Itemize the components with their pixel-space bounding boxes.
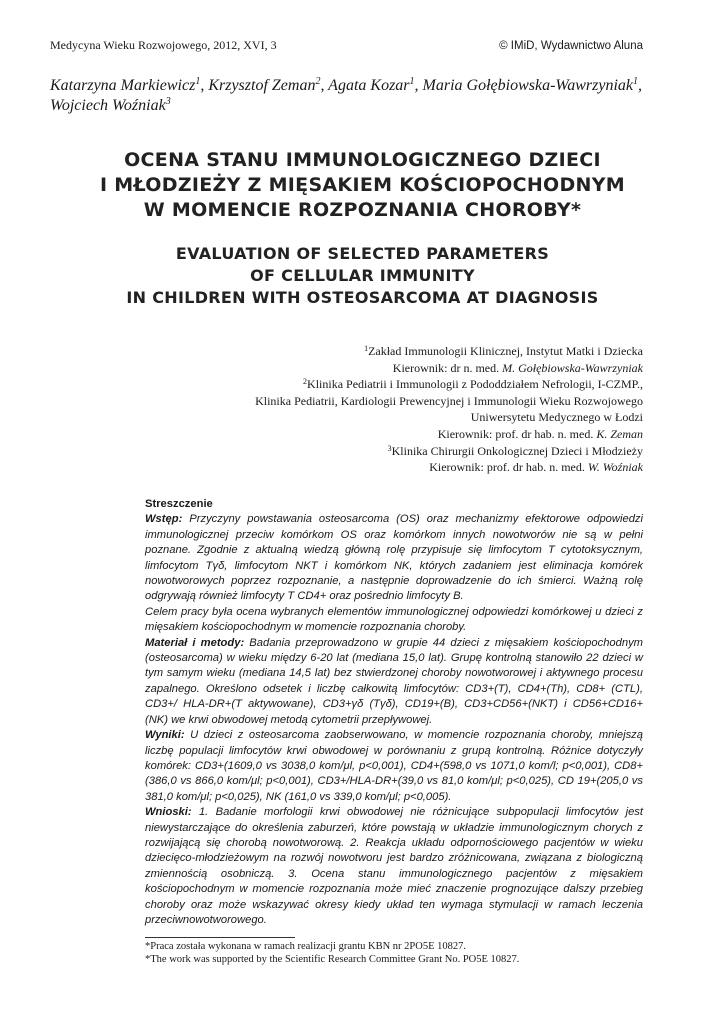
affiliation-1-head xyxy=(173,360,643,377)
author-separator: , xyxy=(320,77,329,94)
title-line: OF CELLULAR IMMUNITY xyxy=(250,266,475,285)
author-affiliation-mark: 2 xyxy=(315,76,321,87)
title-english xyxy=(40,243,685,309)
abstract xyxy=(145,497,643,928)
journal-citation: Medycyna Wieku Rozwojowego, 2012, XVI, 3 xyxy=(50,38,277,52)
affiliation-text: Klinika Chirurgii Onkologicznej Dzieci i Młodzieży xyxy=(391,443,643,458)
footnotes xyxy=(145,940,519,966)
footnote: *The work was supported by the Scientific Research Committee Grant No. PO5E 10827. xyxy=(145,954,520,965)
head-label: Kierownik: dr n. med. xyxy=(392,360,503,375)
author-separator: , xyxy=(200,77,209,94)
affiliation-text: Klinika Pediatrii i Immunologii z Pododdziałem Nefrologii, I-CZMP., xyxy=(307,377,643,392)
affiliation-text: Zakład Immunologii Klinicznej, Instytut Matki i Dziecka xyxy=(368,344,643,358)
author-affiliation-mark: 1 xyxy=(409,76,415,87)
running-header xyxy=(50,38,643,53)
footnote: *Praca została wykonana w ramach realizacji grantu KBN nr 2PO5E 10827. xyxy=(145,941,467,952)
abstract-conclusions xyxy=(145,805,643,928)
affiliation-mark: 2 xyxy=(303,377,308,387)
affiliation-mark: 3 xyxy=(387,443,392,453)
author-affiliation-mark: 1 xyxy=(633,76,639,87)
section-label: Wnioski: xyxy=(145,806,192,819)
affiliations xyxy=(173,343,643,476)
head-name: M. Gołębiowska-Wawrzyniak xyxy=(502,360,643,375)
affiliation-mark: 1 xyxy=(364,344,369,353)
author-name: Krzysztof Zeman xyxy=(208,77,316,94)
abstract-aim: Celem pracy była ocena wybranych elementów immunologicznej odpowiedzi komórkowej u dzieci z mięsakiem kościopochodnym w momencie rozpoznania choroby. xyxy=(145,605,643,634)
affiliation-1 xyxy=(173,343,643,360)
author-name: Maria Gołębiowska-Wawrzyniak xyxy=(422,77,634,94)
title-line: W MOMENCIE ROZPOZNANIA CHOROBY* xyxy=(143,199,582,221)
section-text: Przyczyny powstawania osteosarcoma (OS) oraz mechanizmy efektorowe odpowiedzi immunologicznej przeciw komórkom OS oraz komórkom innych nowotworów nie są w pełni poznane. Zgodnie z aktualną wiedzą główną rolę przypisuje się limfocytom T cytotoksycznym, limfocytom Tγδ, limfocytom NKT i komórkom NK, których zadaniem jest eliminacja komórek nowotworowych poprzez rozpoznanie, a następnie doprowadzenie do ich śmierci. Ważną rolę odgrywają również limfocyty T CD4+ oraz pośrednio limfocyty B. xyxy=(145,513,643,603)
title-line: EVALUATION OF SELECTED PARAMETERS xyxy=(175,244,550,263)
head-label: Kierownik: prof. dr hab. n. med. xyxy=(429,460,588,475)
affiliation-2-line2: Klinika Pediatrii, Kardiologii Prewencyjnej i Immunologii Wieku Rozwojowego xyxy=(255,393,643,408)
section-text: U dzieci z osteosarcoma zaobserwowano, w momencie rozpoznania choroby, mniejszą liczbę populacji limfocytów krwi obwodowej w porównaniu z grupą kontrolną. Różnice dotyczyły komórek: CD3+(1609,0 vs 3038,0 kom/μl, p<0,001), CD4+(598,0 vs 1071,0 kom/l; p<0,001), CD8+(386,0 vs 866,0 kom/μl; p<0,001), CD3+/HLA-DR+(39,0 vs 81,0 kom/μl; p<0,025), CD 19+(205,0 vs 381,0 kom/μl; p<0,025), NK (161,0 vs 339,0 kom/μl; p<0,005). xyxy=(145,729,643,803)
footnote-divider xyxy=(145,937,295,938)
title-line: I MŁODZIEŻY Z MIĘSAKIEM KOŚCIOPOCHODNYM xyxy=(99,174,626,196)
head-label: Kierownik: prof. dr hab. n. med. xyxy=(437,426,597,441)
copyright-notice: © IMiD, Wydawnictwo Aluna xyxy=(499,40,643,52)
affiliation-2-head xyxy=(173,426,643,443)
section-text: Badania przeprowadzono w grupie 44 dzieci z mięsakiem kościopochodnym (osteosarcoma) w wieku między 6-20 lat (mediana 15,0 lat). Grupę kontrolną stanowiło 22 dzieci w tym samym wieku (mediana 14,5 lat) bez stwierdzonej choroby nowotworowej i aktywnego procesu zapalnego. Określono odsetek i liczbę całkowitą limfocytów: CD3+(T), CD4+(Th), CD8+ (CTL), CD3+/ HLA-DR+(T aktywowane), CD3+γδ (Tγδ), CD19+(B), CD3+CD56+(NKT) i CD56+CD16+ (NK) we krwi obwodowej metodą cytometrii przepływowej. xyxy=(145,636,643,726)
title-polish xyxy=(40,148,685,223)
affiliation-2 xyxy=(173,376,643,393)
affiliation-2-line3: Uniwersytetu Medycznego w Łodzi xyxy=(470,410,643,425)
author-affiliation-mark: 1 xyxy=(195,76,201,87)
abstract-heading: Streszczenie xyxy=(145,498,213,510)
author-name: Wojciech Woźniak xyxy=(50,97,166,114)
affiliation-3 xyxy=(173,443,643,460)
title-line: IN CHILDREN WITH OSTEOSARCOMA AT DIAGNOSIS xyxy=(126,288,599,307)
section-label: Wstęp: xyxy=(145,513,183,526)
abstract-results xyxy=(145,728,643,805)
author-name: Agata Kozar xyxy=(328,77,410,94)
author-separator: , xyxy=(414,77,423,94)
abstract-methods xyxy=(145,636,643,728)
title-line: OCENA STANU IMMUNOLOGICZNEGO DZIECI xyxy=(124,149,601,171)
author-affiliation-mark: 3 xyxy=(165,96,171,107)
author-list xyxy=(50,76,665,116)
affiliation-3-head xyxy=(173,459,643,476)
section-text: 1. Badanie morfologii krwi obwodowej nie różnicujące subpopulacji limfocytów jest niewystarczające do określenia zaburzeń, które powstają w układzie immunologicznym chorych z rozwijającą się chorobą nowotworową. 2. Reakcja układu odpornościowego pacjentów w wieku dziecięco-młodzieżowym na rozwój nowotworu jest bardzo zróżnicowana, związana z biologiczną zmiennością osobniczą. 3. Ocena stanu immunologicznego pacjentów z mięsakiem kościopochodnym w momencie rozpoznania może mieć znaczenie prognozujące dalszy przebieg choroby oraz może wskazywać okresy kiedy układ ten wymaga stymulacji w ramach leczenia przeciwnowotworowego. xyxy=(145,806,643,926)
abstract-intro xyxy=(145,512,643,604)
head-name: K. Zeman xyxy=(596,426,643,441)
section-label: Wyniki: xyxy=(145,729,185,742)
section-label: Materiał i metody: xyxy=(145,636,245,649)
author-separator: , xyxy=(638,77,643,94)
author-name: Katarzyna Markiewicz xyxy=(50,77,196,94)
head-name: W. Woźniak xyxy=(587,460,643,475)
